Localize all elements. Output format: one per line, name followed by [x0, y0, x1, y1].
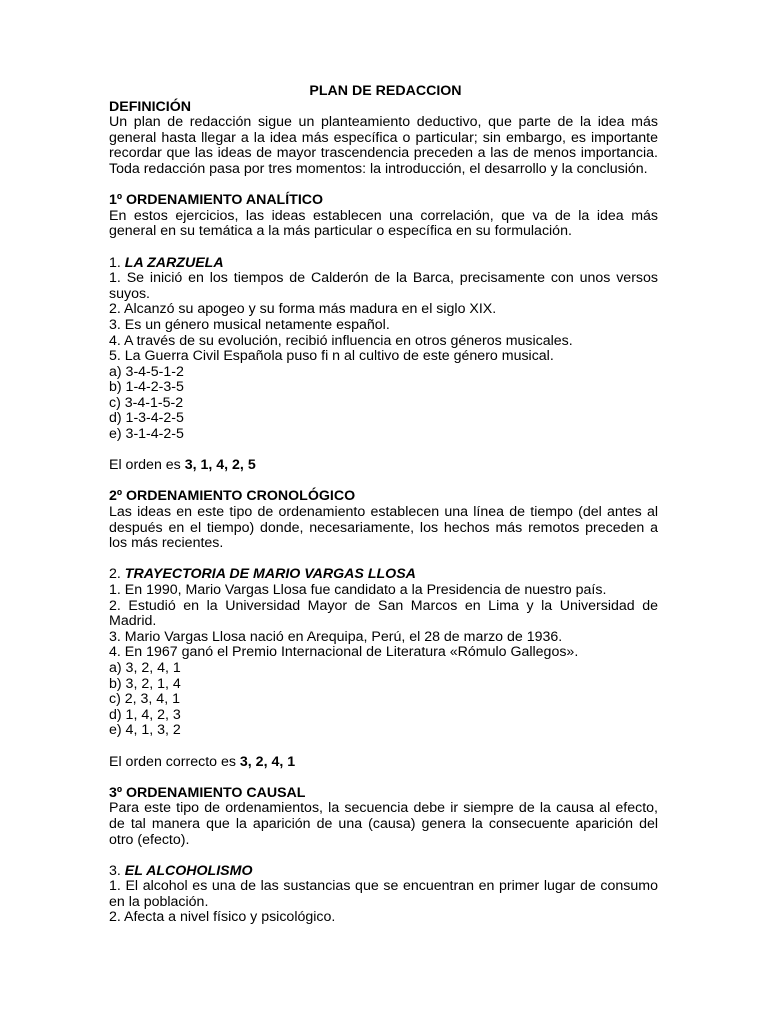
option: b) 3, 2, 1, 4: [109, 675, 181, 692]
answer-line: [109, 458, 658, 474]
section-heading: 2º ORDENAMIENTO CRONOLÓGICO: [109, 488, 356, 505]
statement: 4. En 1967 ganó el Premio Internacional de Literatura «Rómulo Gallegos».: [109, 644, 579, 661]
option: e) 3-1-4-2-5: [109, 426, 184, 443]
answer-value: 3, 2, 4, 1: [239, 753, 296, 770]
exercise-number: 3.: [109, 862, 121, 879]
exercise-name: TRAYECTORIA DE MARIO VARGAS LLOSA: [124, 566, 416, 583]
statement: 4. A través de su evolución, recibió influencia en otros géneros musicales.: [109, 332, 573, 349]
section-cronologico: [109, 489, 658, 770]
option: d) 1, 4, 2, 3: [109, 706, 181, 723]
section-analitico: [109, 193, 658, 474]
section-heading: 3º ORDENAMIENTO CAUSAL: [109, 784, 306, 801]
statement: 2. Alcanzó su apogeo y su forma más madura en el siglo XIX.: [109, 301, 497, 318]
definition-text: Un plan de redacción sigue un planteamiento deductivo, que parte de la idea más general hasta llegar a la idea más específica o particular; sin embargo, es importante recordar que las ideas de mayor trascendencia preceden a las de menos importancia. Toda redacción pasa por tres momentos: la introducción, el desarrollo y la conclusión.: [109, 114, 658, 177]
options-list: [109, 365, 658, 443]
section-heading: 1º ORDENAMIENTO ANALÍTICO: [109, 192, 324, 209]
option: b) 1-4-2-3-5: [109, 379, 184, 396]
statement: 1. Se inició en los tiempos de Calderón de la Barca, precisamente con unos versos suyos.: [109, 270, 658, 302]
section-intro: En estos ejercicios, las ideas establecen una correlación, que va de la idea más general en su temática a la más particular o específica en su formulación.: [109, 207, 658, 240]
section-causal: [109, 786, 658, 926]
definition-heading: DEFINICIÓN: [109, 98, 191, 115]
exercise-number: 1.: [109, 254, 121, 271]
answer-line: [109, 755, 658, 771]
section-intro: Las ideas en este tipo de ordenamiento establecen una línea de tiempo (del antes al después en el tiempo) donde, necesariamente, los hechos más remotos preceden a los más recientes.: [109, 504, 658, 552]
answer-prefix: El orden es: [109, 457, 185, 474]
option: c) 2, 3, 4, 1: [109, 691, 180, 708]
statement: 2. Estudió en la Universidad Mayor de San Marcos en Lima y la Universidad de Madrid.: [109, 597, 658, 630]
exercise-name: EL ALCOHOLISMO: [124, 862, 253, 879]
option: d) 1-3-4-2-5: [109, 410, 184, 427]
exercise-title: [109, 256, 658, 272]
statement: 5. La Guerra Civil Española puso fi n al cultivo de este género musical.: [109, 348, 554, 365]
exercise-title: [109, 864, 658, 880]
exercise-title: [109, 567, 658, 583]
option: c) 3-4-1-5-2: [109, 394, 184, 411]
option: a) 3-4-5-1-2: [109, 363, 184, 380]
document-title: PLAN DE REDACCION: [309, 83, 462, 99]
options-list: [109, 661, 658, 739]
answer-value: 3, 1, 4, 2, 5: [184, 457, 256, 474]
statement: 1. El alcohol es una de las sustancias que se encuentran en primer lugar de consumo en la población.: [109, 878, 658, 910]
statement: 3. Es un género musical netamente español.: [109, 316, 390, 333]
statement: 3. Mario Vargas Llosa nació en Arequipa, Perú, el 28 de marzo de 1936.: [109, 628, 563, 645]
document-page: [109, 84, 658, 926]
option: a) 3, 2, 4, 1: [109, 659, 181, 676]
option: e) 4, 1, 3, 2: [109, 722, 181, 739]
exercise-number: 2.: [109, 566, 121, 583]
statement: 2. Afecta a nivel físico y psicológico.: [109, 909, 336, 926]
section-intro: Para este tipo de ordenamientos, la secuencia debe ir siempre de la causa al efecto, de tal manera que la aparición de una (causa) genera la consecuente aparición del otro (efecto).: [109, 800, 658, 848]
statement: 1. En 1990, Mario Vargas Llosa fue candidato a la Presidencia de nuestro país.: [109, 582, 607, 598]
exercise-name: LA ZARZUELA: [124, 254, 224, 271]
answer-prefix: El orden correcto es: [109, 753, 240, 770]
